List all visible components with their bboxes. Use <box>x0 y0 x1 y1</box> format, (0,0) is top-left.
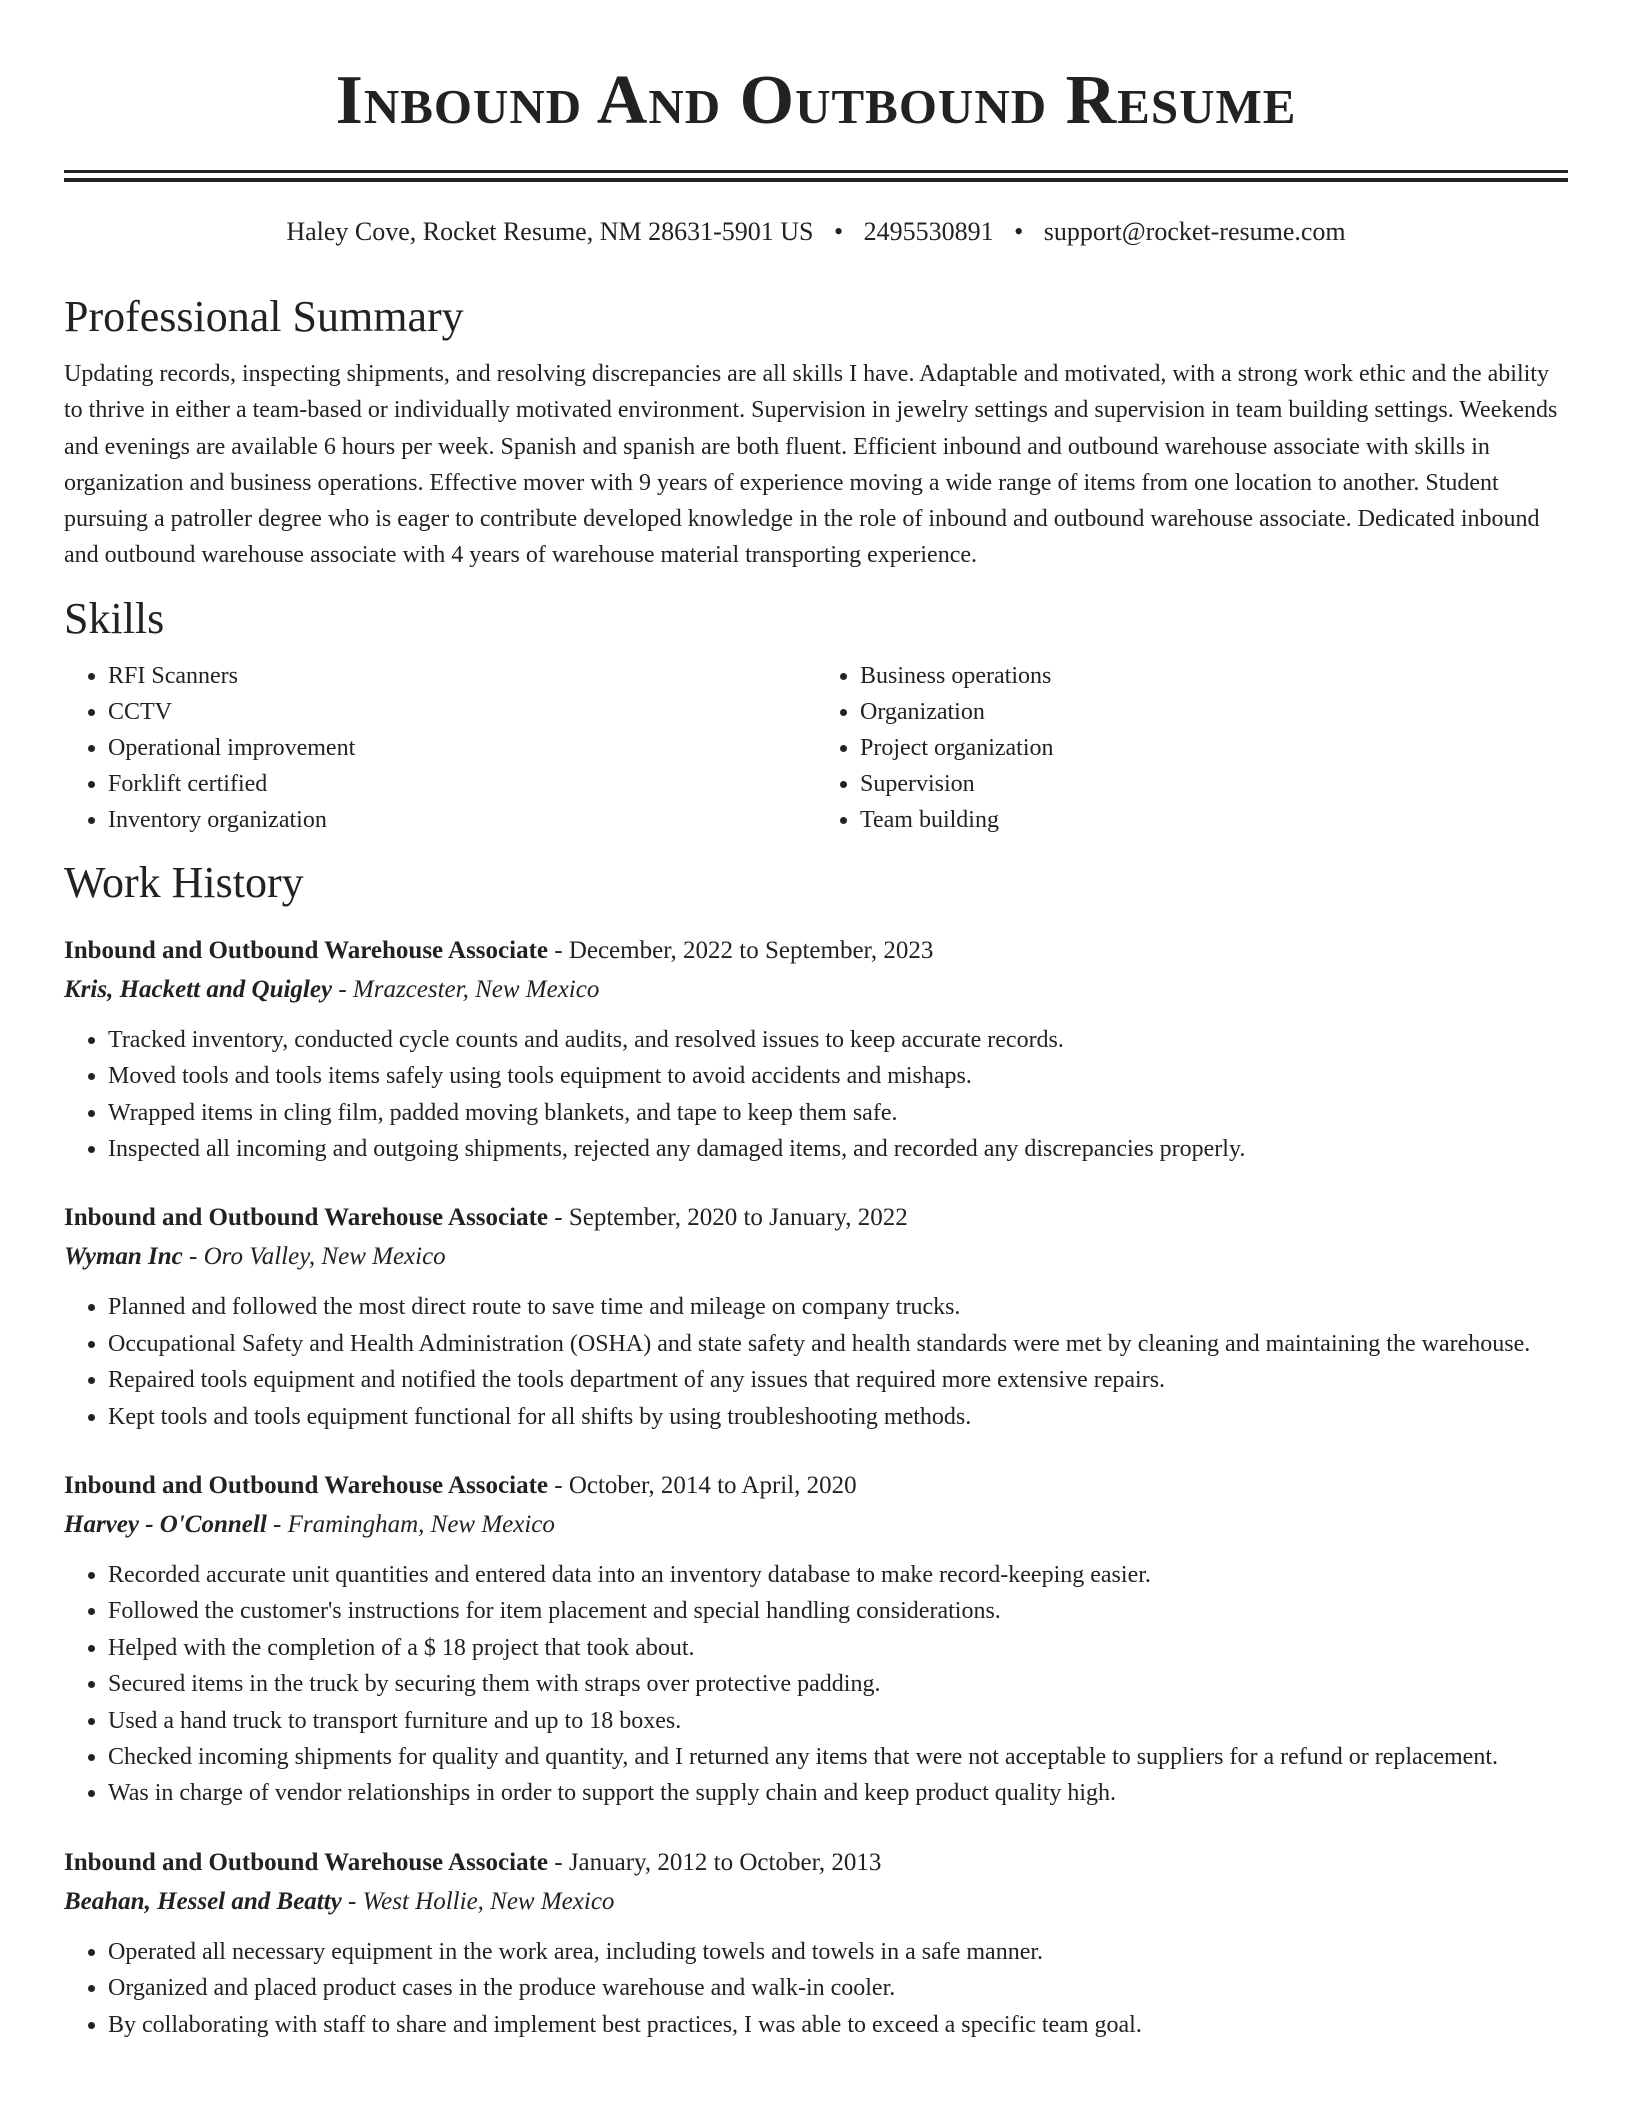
job-title-line <box>64 1844 1568 1882</box>
job-bullets <box>64 1934 1568 2043</box>
job-bullet: • Repaired tools equipment and notified the tools department of any issues that required more extensive repairs. <box>108 1362 1568 1398</box>
job-bullets <box>64 1289 1568 1435</box>
job-dash: - <box>547 1472 569 1500</box>
job-bullet: • By collaborating with staff to share and implement best practices, I was able to exceed a specific team goal. <box>108 2007 1568 2043</box>
skills-list-right <box>816 658 1568 838</box>
company-name: Harvey - O'Connell <box>64 1511 267 1539</box>
job-title: Inbound and Outbound Warehouse Associate <box>64 1472 548 1500</box>
job-bullet: • Recorded accurate unit quantities and entered data into an inventory database to make record-keeping easier. <box>108 1557 1568 1593</box>
job-bullet: • Planned and followed the most direct route to save time and mileage on company trucks. <box>108 1289 1568 1325</box>
skill-item: • Organization <box>860 694 1568 730</box>
skills-columns <box>64 658 1568 838</box>
contact-line <box>64 216 1568 248</box>
skill-item: • Inventory organization <box>108 802 816 838</box>
job-dash: - <box>547 936 569 964</box>
job-bullet: • Occupational Safety and Health Administration (OSHA) and state safety and health standards were met by cleaning and maintaining the warehouse. <box>108 1326 1568 1362</box>
contact-separator: • <box>834 217 844 246</box>
job-title-line <box>64 1467 1568 1505</box>
resume-title: Inbound And Outbound Resume <box>335 62 1297 139</box>
company-location: Oro Valley, New Mexico <box>203 1243 446 1271</box>
company-dash: - <box>182 1243 204 1271</box>
company-dash: - <box>332 975 353 1003</box>
job-bullet: • Inspected all incoming and outgoing shipments, rejected any damaged items, and recorded any discrepancies properly. <box>108 1131 1568 1167</box>
skill-item: • RFI Scanners <box>108 658 816 694</box>
job-title: Inbound and Outbound Warehouse Associate <box>64 1204 548 1232</box>
title-divider-top <box>64 170 1568 173</box>
job-title-line <box>64 1199 1568 1237</box>
skills-list-left <box>64 658 816 838</box>
company-line <box>64 1237 1568 1277</box>
company-dash: - <box>341 1887 363 1915</box>
company-line <box>64 1505 1568 1545</box>
summary-text: Updating records, inspecting shipments, and resolving discrepancies are all skills I have. Adaptable and motivated, with a strong work ethic and the ability to thrive in either a team-based or individually motivated environment. Supervision in jewelry settings and supervision in team building settings. Weekends and evenings are available 6 hours per week. Spanish and spanish are both fluent. Efficient inbound and outbound warehouse associate with skills in organization and business operations. Effective mover with 9 years of experience moving a wide range of items from one location to another. Student pursuing a patroller degree who is eager to contribute developed knowledge in the role of inbound and outbound warehouse associate. Dedicated inbound and outbound warehouse associate with 4 years of warehouse material transporting experience. <box>64 361 1558 569</box>
summary-heading: Professional Summary <box>64 292 464 341</box>
contact-separator: • <box>1014 217 1024 246</box>
skill-item: • Project organization <box>860 730 1568 766</box>
company-name: Beahan, Hessel and Beatty <box>64 1887 342 1915</box>
job-bullets <box>64 1022 1568 1168</box>
job-dates: September, 2020 to January, 2022 <box>568 1204 908 1232</box>
company-name: Kris, Hackett and Quigley <box>64 975 333 1003</box>
job-dash: - <box>547 1848 569 1876</box>
skill-item: • Team building <box>860 802 1568 838</box>
job-bullet: • Checked incoming shipments for quality and quantity, and I returned any items that were not acceptable to suppliers for a refund or replacement. <box>108 1739 1568 1775</box>
job-entry <box>64 932 1568 1168</box>
job-title: Inbound and Outbound Warehouse Associate <box>64 1848 548 1876</box>
contact-address: Haley Cove, Rocket Resume, NM 28631-5901 US <box>286 217 814 246</box>
job-title-line <box>64 932 1568 970</box>
job-entry <box>64 1199 1568 1435</box>
company-location: Mrazcester, New Mexico <box>352 975 600 1003</box>
job-bullet: • Operated all necessary equipment in the work area, including towels and towels in a safe manner. <box>108 1934 1568 1970</box>
job-dates: December, 2022 to September, 2023 <box>568 936 934 964</box>
job-bullet: • Secured items in the truck by securing them with straps over protective padding. <box>108 1666 1568 1702</box>
skill-item: • Operational improvement <box>108 730 816 766</box>
skill-item: • Business operations <box>860 658 1568 694</box>
job-dash: - <box>547 1204 569 1232</box>
skill-item: • Forklift certified <box>108 766 816 802</box>
title-divider-bottom <box>64 178 1568 182</box>
job-title: Inbound and Outbound Warehouse Associate <box>64 936 548 964</box>
skills-heading: Skills <box>64 593 165 643</box>
job-entry <box>64 1467 1568 1812</box>
job-bullet: • Used a hand truck to transport furniture and up to 18 boxes. <box>108 1703 1568 1739</box>
job-bullet: • Organized and placed product cases in the produce warehouse and walk-in cooler. <box>108 1970 1568 2006</box>
skill-item: • CCTV <box>108 694 816 730</box>
job-bullet: • Tracked inventory, conducted cycle counts and audits, and resolved issues to keep accurate records. <box>108 1022 1568 1058</box>
job-bullet: • Wrapped items in cling film, padded moving blankets, and tape to keep them safe. <box>108 1095 1568 1131</box>
company-line <box>64 970 1568 1010</box>
work-history-heading: Work History <box>64 857 304 907</box>
company-line <box>64 1882 1568 1922</box>
job-bullet: • Was in charge of vendor relationships in order to support the supply chain and keep product quality high. <box>108 1775 1568 1811</box>
company-location: Framingham, New Mexico <box>287 1511 555 1539</box>
job-bullets <box>64 1557 1568 1812</box>
job-dates: January, 2012 to October, 2013 <box>568 1848 882 1876</box>
job-bullet: • Kept tools and tools equipment functional for all shifts by using troubleshooting methods. <box>108 1399 1568 1435</box>
job-bullet: • Followed the customer's instructions for item placement and special handling considerations. <box>108 1593 1568 1629</box>
company-dash: - <box>266 1511 288 1539</box>
job-dates: October, 2014 to April, 2020 <box>568 1472 857 1500</box>
skill-item: • Supervision <box>860 766 1568 802</box>
job-entry <box>64 1844 1568 2043</box>
job-bullet: • Moved tools and tools items safely using tools equipment to avoid accidents and mishaps. <box>108 1058 1568 1094</box>
company-name: Wyman Inc <box>64 1243 183 1271</box>
job-bullet: • Helped with the completion of a $ 18 project that took about. <box>108 1630 1568 1666</box>
company-location: West Hollie, New Mexico <box>362 1887 615 1915</box>
contact-phone: 2495530891 <box>863 217 994 246</box>
contact-email: support@rocket-resume.com <box>1043 217 1346 246</box>
